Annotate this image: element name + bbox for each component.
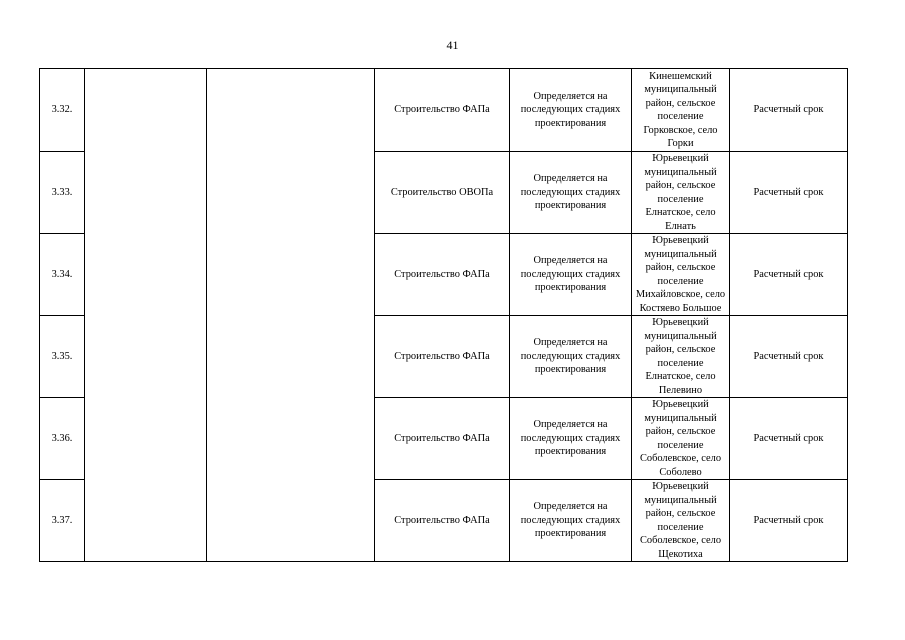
parameters-cell: Определяется на последующих стадиях проектирования (510, 316, 632, 398)
row-number: 3.36. (40, 398, 85, 480)
location-cell: Юрьевецкий муниципальный район, сельское поселение Соболевское, село Щекотиха (632, 480, 730, 562)
merged-empty-cell (207, 69, 375, 562)
location-cell: Юрьевецкий муниципальный район, сельское поселение Соболевское, село Соболево (632, 398, 730, 480)
objects-table (39, 68, 848, 562)
row-number: 3.35. (40, 316, 85, 398)
object-name-cell: Строительство ФАПа (375, 316, 510, 398)
term-cell: Расчетный срок (730, 316, 848, 398)
merged-empty-cell (85, 69, 207, 562)
term-cell: Расчетный срок (730, 69, 848, 152)
term-cell: Расчетный срок (730, 480, 848, 562)
parameters-cell: Определяется на последующих стадиях проектирования (510, 69, 632, 152)
object-name-cell: Строительство ОВОПа (375, 152, 510, 234)
object-name-cell: Строительство ФАПа (375, 398, 510, 480)
parameters-cell: Определяется на последующих стадиях проектирования (510, 152, 632, 234)
object-name-cell: Строительство ФАПа (375, 69, 510, 152)
location-cell: Кинешемский муниципальный район, сельское поселение Горковское, село Горки (632, 69, 730, 152)
row-number: 3.37. (40, 480, 85, 562)
row-number: 3.34. (40, 234, 85, 316)
page-number: 41 (446, 38, 459, 52)
object-name-cell: Строительство ФАПа (375, 234, 510, 316)
term-cell: Расчетный срок (730, 398, 848, 480)
row-number: 3.32. (40, 69, 85, 152)
location-cell: Юрьевецкий муниципальный район, сельское поселение Елнатское, село Елнать (632, 152, 730, 234)
term-cell: Расчетный срок (730, 152, 848, 234)
object-name-cell: Строительство ФАПа (375, 480, 510, 562)
row-number: 3.33. (40, 152, 85, 234)
parameters-cell: Определяется на последующих стадиях проектирования (510, 234, 632, 316)
location-cell: Юрьевецкий муниципальный район, сельское поселение Елнатское, село Пелевино (632, 316, 730, 398)
parameters-cell: Определяется на последующих стадиях проектирования (510, 480, 632, 562)
table-row (40, 69, 848, 152)
location-cell: Юрьевецкий муниципальный район, сельское поселение Михайловское, село Костяево Большое (632, 234, 730, 316)
parameters-cell: Определяется на последующих стадиях проектирования (510, 398, 632, 480)
term-cell: Расчетный срок (730, 234, 848, 316)
